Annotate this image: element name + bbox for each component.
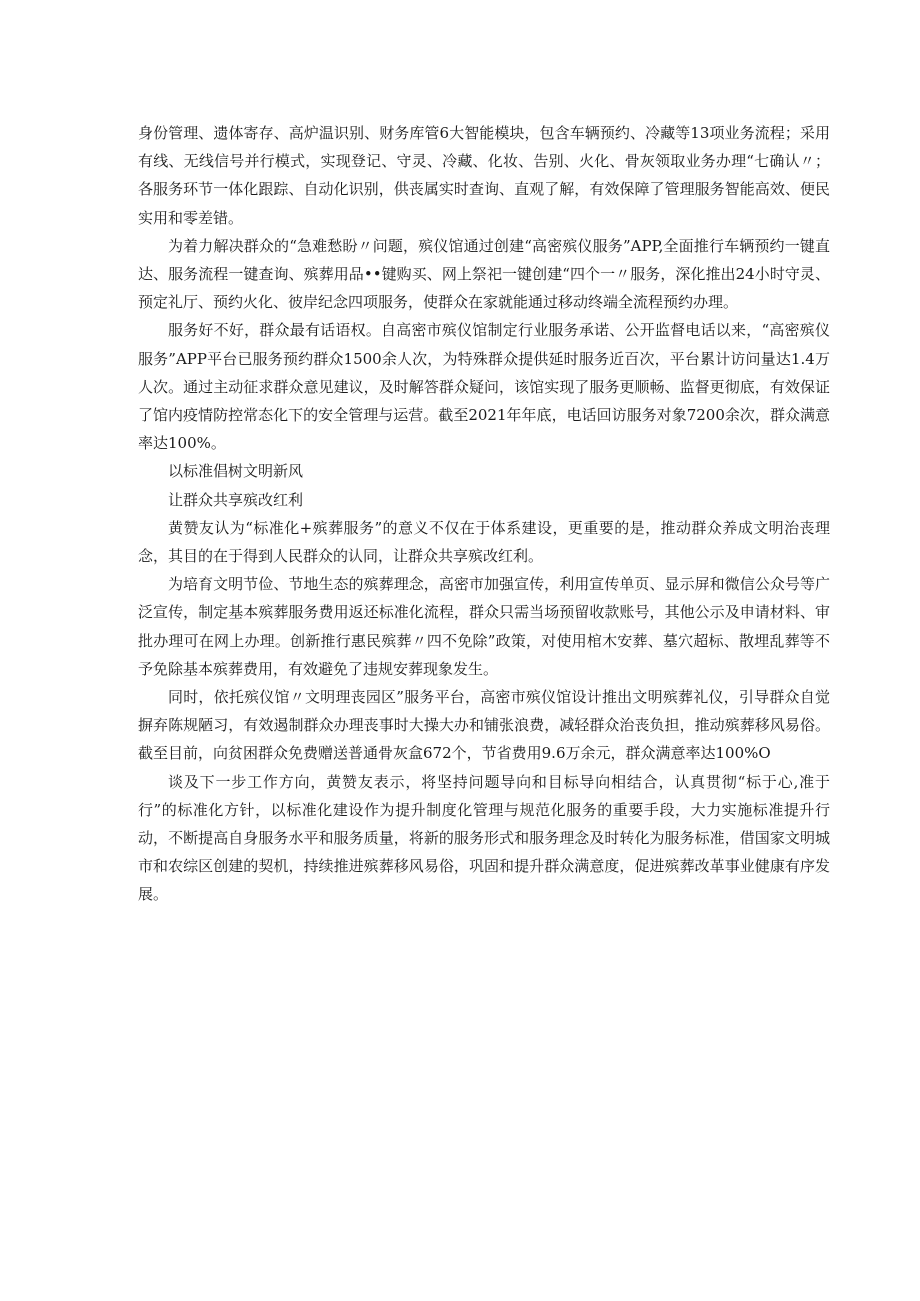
paragraph-standardization-meaning: 黄赞友认为“标准化+殡葬服务”的意义不仅在于体系建设，更重要的是，推动群众养成文明治丧理念，其目的在于得到人民群众的认同，让群众共享殡改红利。 bbox=[138, 518, 830, 566]
paragraph-funeral-concept: 为培育文明节俭、节地生态的殡葬理念，高密市加强宣传，利用宣传单页、显示屏和微信公众号等广泛宣传，制定基本殡葬服务费用返还标准化流程，群众只需当场预留收款账号，其他公示及申请材料、审批办理可在网上办理。创新推行惠民殡葬〃四不免除”政策，对使用棺木安葬、墓穴超标、散埋乱葬等不予免除基本殡葬费用，有效避免了违规安葬现象发生。 bbox=[138, 575, 830, 678]
document-body bbox=[138, 119, 830, 909]
section-heading-civilization: 以标准倡树文明新风 bbox=[168, 462, 304, 481]
paragraph-service-quality: 服务好不好，群众最有话语权。自高密市殡仪馆制定行业服务承诺、公开监督电话以来，“高密殡仪服务”APP平台已服务预约群众1500余人次，为特殊群众提供延时服务近百次，平台累计访问量达1.4万人次。通过主动征求群众意见建议，及时解答群众疑问，该馆实现了服务更顺畅、监督更彻底，有效保证了馆内疫情防控常态化下的安全管理与运营。截至2021年年底，电话回访服务对象7200余次，群众满意率达100%。 bbox=[138, 321, 830, 453]
paragraph-next-steps: 谈及下一步工作方向，黄赞友表示，将坚持问题导向和目标导向相结合，认真贯彻“标于心,准于行”的标准化方针，以标准化建设作为提升制度化管理与规范化服务的重要手段，大力实施标准提升行动，不断提高自身服务水平和服务质量，将新的服务形式和服务理念及时转化为服务标准，借国家文明城市和农综区创建的契机，持续推进殡葬移风易俗，巩固和提升群众满意度，促进殡葬改革事业健康有序发展。 bbox=[138, 772, 830, 904]
paragraph-intelligent-modules: 身份管理、遗体寄存、高炉温识别、财务库管6大智能模块，包含车辆预约、冷藏等13项业务流程；采用有线、无线信号并行模式，实现登记、守灵、冷藏、化妆、告别、火化、骨灰领取业务办理“七确认〃；各服务环节一体化跟踪、自动化识别，供丧属实时查询、直观了解，有效保障了管理服务智能高效、便民实用和零差错。 bbox=[138, 124, 830, 227]
paragraph-civilized-etiquette: 同时，依托殡仪馆〃文明理丧园区”服务平台，高密市殡仪馆设计推出文明殡葬礼仪，引导群众自觉摒弃陈规陋习，有效遏制群众办理丧事时大操大办和铺张浪费，减轻群众治丧负担，推动殡葬移风易俗。截至目前，向贫困群众免费赠送普通骨灰盒672个，节省费用9.6万余元，群众满意率达100%O bbox=[138, 688, 830, 763]
section-heading-reform-dividend: 让群众共享殡改红利 bbox=[168, 490, 304, 509]
paragraph-app-services: 为着力解决群众的“急难愁盼〃问题，殡仪馆通过创建“高密殡仪服务”APP,全面推行车辆预约一键直达、服务流程一键查询、殡葬用品••键购买、网上祭祀一键创建“四个一〃服务，深化推出24小时守灵、预定礼厅、预约火化、彼岸纪念四项服务，使群众在家就能通过移动终端全流程预约办理。 bbox=[138, 236, 830, 312]
